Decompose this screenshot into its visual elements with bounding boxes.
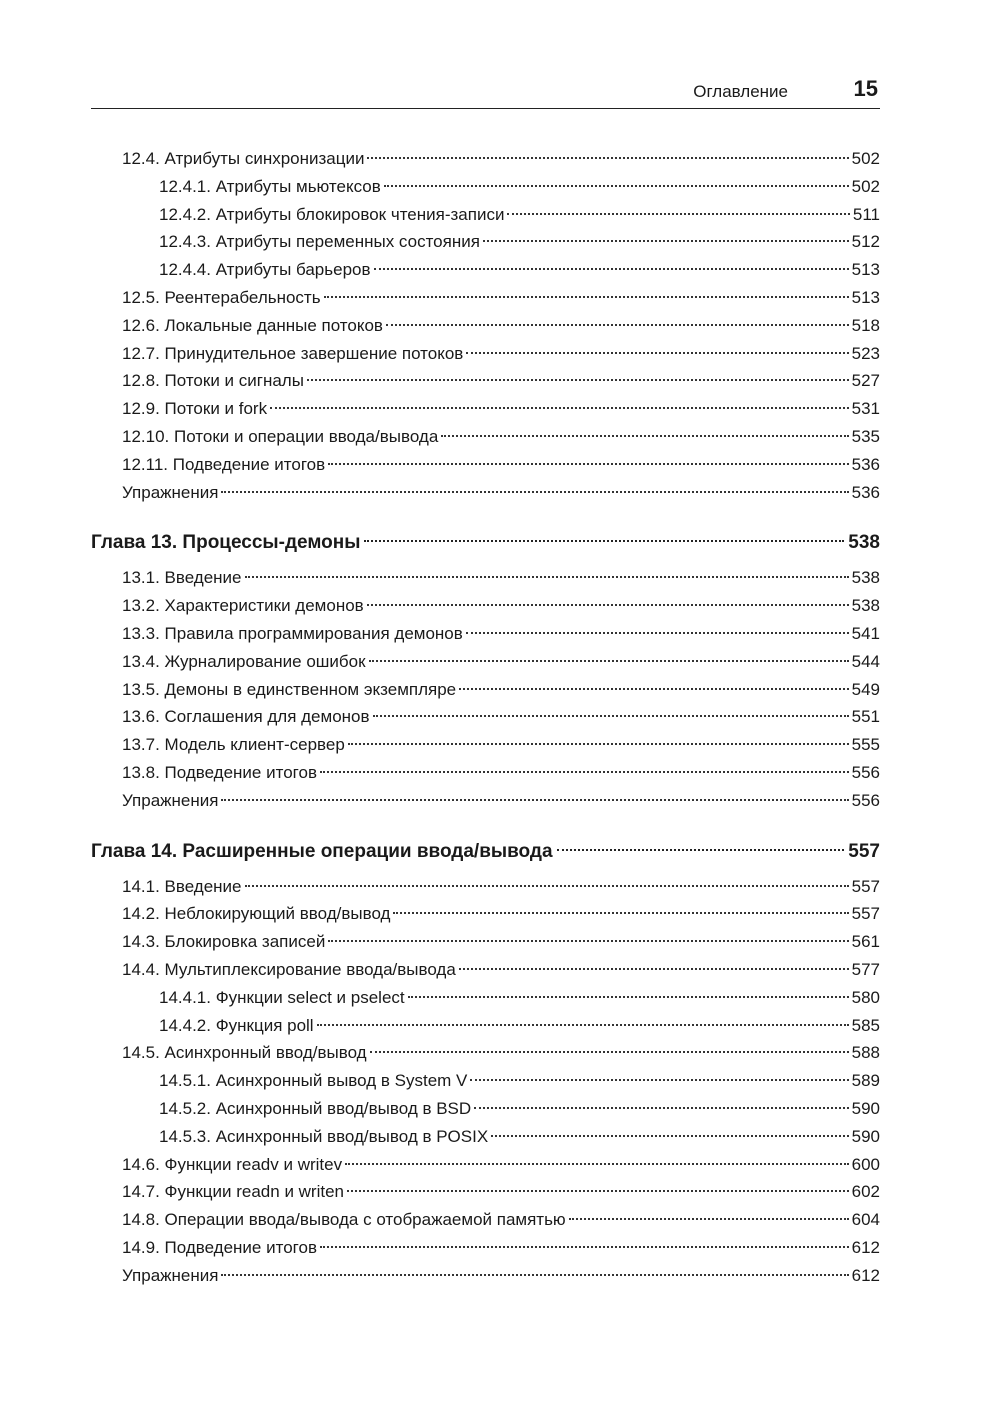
dot-leader bbox=[345, 1163, 849, 1165]
dot-leader bbox=[491, 1135, 848, 1137]
toc-entry[interactable] bbox=[91, 479, 880, 507]
toc-entry-title: 13.4. Журналирование ошибок bbox=[122, 651, 366, 671]
toc-entry-title: 12.7. Принудительное завершение потоков bbox=[122, 343, 464, 363]
toc-entry-page-number: 555 bbox=[851, 735, 880, 755]
toc-entry-title: 14.4.2. Функция poll bbox=[159, 1015, 314, 1035]
toc-entry[interactable] bbox=[91, 1234, 880, 1262]
chapter-page-number: 538 bbox=[848, 532, 880, 554]
toc-entry-page-number: 544 bbox=[851, 651, 880, 671]
toc-entry-title: 14.5.2. Асинхронный ввод/вывод в BSD bbox=[159, 1098, 472, 1118]
toc-entry-page-number: 536 bbox=[851, 454, 880, 474]
toc-entry-page-number: 549 bbox=[851, 679, 880, 699]
dot-leader bbox=[373, 715, 849, 717]
toc-entry[interactable] bbox=[91, 900, 880, 928]
dot-leader bbox=[347, 1190, 849, 1192]
toc-entry[interactable] bbox=[91, 731, 880, 759]
toc-entry-title: 12.6. Локальные данные потоков bbox=[122, 315, 383, 335]
toc-entry[interactable] bbox=[91, 367, 880, 395]
toc-entry[interactable] bbox=[91, 873, 880, 901]
toc-entry-page-number: 538 bbox=[851, 596, 880, 616]
dot-leader bbox=[221, 1274, 848, 1276]
toc-entry-title: 14.7. Функции readn и writen bbox=[122, 1182, 345, 1202]
toc-entry[interactable] bbox=[91, 1178, 880, 1206]
dot-leader bbox=[367, 604, 849, 606]
dot-leader bbox=[474, 1107, 848, 1109]
toc-entry-page-number: 556 bbox=[851, 762, 880, 782]
toc-entry-page-number: 551 bbox=[851, 707, 880, 727]
dot-leader bbox=[221, 799, 848, 801]
dot-leader bbox=[408, 996, 849, 998]
toc-entry-page-number: 600 bbox=[851, 1154, 880, 1174]
chapter-title: Глава 13. Процессы-демоны bbox=[91, 532, 361, 554]
toc-entry-title: 14.6. Функции readv и writev bbox=[122, 1154, 343, 1174]
toc-entry-title: 12.9. Потоки и fork bbox=[122, 399, 268, 419]
dot-leader bbox=[459, 688, 849, 690]
toc-entry-title: 12.10. Потоки и операции ввода/вывода bbox=[122, 426, 439, 446]
toc-entry-page-number: 557 bbox=[851, 904, 880, 924]
toc-entry-title: 14.5.1. Асинхронный вывод в System V bbox=[159, 1071, 468, 1091]
toc-entry-page-number: 536 bbox=[851, 482, 880, 502]
dot-leader bbox=[470, 1079, 848, 1081]
toc-entry-title: 14.4. Мультиплексирование ввода/вывода bbox=[122, 959, 456, 979]
toc-entry[interactable] bbox=[91, 1123, 880, 1151]
toc-entry[interactable] bbox=[91, 620, 880, 648]
toc-entry-page-number: 590 bbox=[851, 1126, 880, 1146]
dot-leader bbox=[370, 1051, 849, 1053]
dot-leader bbox=[466, 632, 849, 634]
toc-entry-page-number: 523 bbox=[851, 343, 880, 363]
toc-entry-title: 13.3. Правила программирования демонов bbox=[122, 623, 463, 643]
toc-entry-title: 12.8. Потоки и сигналы bbox=[122, 371, 304, 391]
dot-leader bbox=[507, 213, 849, 215]
dot-leader bbox=[466, 352, 848, 354]
toc-entry-title: 13.8. Подведение итогов bbox=[122, 762, 317, 782]
dot-leader bbox=[221, 491, 848, 493]
toc-entry[interactable] bbox=[91, 956, 880, 984]
toc-entry[interactable] bbox=[91, 759, 880, 787]
dot-leader bbox=[483, 240, 849, 242]
toc-entry-page-number: 556 bbox=[851, 790, 880, 810]
dot-leader bbox=[441, 435, 848, 437]
toc-entry-page-number: 502 bbox=[851, 176, 880, 196]
toc-entry-page-number: 589 bbox=[851, 1071, 880, 1091]
page-number: 15 bbox=[853, 76, 878, 101]
toc-entry-page-number: 577 bbox=[851, 959, 880, 979]
toc-entry[interactable] bbox=[91, 703, 880, 731]
toc-entry-page-number: 502 bbox=[851, 149, 880, 168]
toc-entry-title: 13.2. Характеристики демонов bbox=[122, 596, 364, 616]
toc-entry[interactable] bbox=[91, 648, 880, 676]
toc-entry-title: 12.5. Реентерабельность bbox=[122, 287, 321, 307]
toc-entry-title: 14.1. Введение bbox=[122, 876, 242, 896]
toc-entry-page-number: 538 bbox=[851, 568, 880, 588]
dot-leader bbox=[364, 540, 844, 542]
dot-leader bbox=[393, 912, 848, 914]
dot-leader bbox=[307, 379, 849, 381]
dot-leader bbox=[270, 407, 849, 409]
toc-entry[interactable] bbox=[91, 1151, 880, 1179]
chapter-page-number: 557 bbox=[848, 840, 880, 862]
toc-entry[interactable] bbox=[91, 1067, 880, 1095]
toc-entry[interactable] bbox=[91, 1012, 880, 1040]
dot-leader bbox=[324, 296, 849, 298]
toc-entry[interactable] bbox=[91, 284, 880, 312]
toc-entry[interactable] bbox=[91, 787, 880, 815]
toc-entry-title: 14.9. Подведение итогов bbox=[122, 1237, 317, 1257]
toc-entry[interactable] bbox=[91, 592, 880, 620]
toc-entry-title: 14.5.3. Асинхронный ввод/вывод в POSIX bbox=[159, 1126, 489, 1146]
toc-entry-page-number: 557 bbox=[851, 876, 880, 896]
toc-entry-page-number: 541 bbox=[851, 623, 880, 643]
chapter-title: Глава 14. Расширенные операции ввода/вывода bbox=[91, 840, 553, 862]
toc-entry-page-number: 527 bbox=[851, 371, 880, 391]
toc-entry[interactable] bbox=[91, 1095, 880, 1123]
toc-entry-page-number: 612 bbox=[851, 1265, 880, 1285]
toc-entry-title: 13.7. Модель клиент-сервер bbox=[122, 735, 345, 755]
toc-entry-page-number: 590 bbox=[851, 1098, 880, 1118]
toc-entry-page-number: 512 bbox=[851, 232, 880, 252]
toc-entry[interactable] bbox=[91, 256, 880, 284]
toc-entry[interactable] bbox=[91, 1262, 880, 1290]
toc-entry-title: 12.4.2. Атрибуты блокировок чтения-записи bbox=[159, 204, 505, 224]
toc-entry-title: 13.6. Соглашения для демонов bbox=[122, 707, 370, 727]
chapter-heading[interactable] bbox=[91, 528, 880, 558]
toc-entry-page-number: 612 bbox=[851, 1237, 880, 1257]
toc-section bbox=[91, 837, 880, 1290]
toc-entry-page-number: 585 bbox=[851, 1015, 880, 1035]
dot-leader bbox=[557, 849, 845, 851]
toc-entry-title: 14.5. Асинхронный ввод/вывод bbox=[122, 1043, 367, 1063]
dot-leader bbox=[367, 157, 848, 159]
toc-entry-page-number: 588 bbox=[851, 1043, 880, 1063]
toc-entry[interactable] bbox=[91, 312, 880, 340]
dot-leader bbox=[317, 1024, 849, 1026]
toc-entry[interactable] bbox=[91, 1206, 880, 1234]
toc-entry-title: 12.4.4. Атрибуты барьеров bbox=[159, 260, 371, 280]
dot-leader bbox=[245, 885, 849, 887]
toc-entry-title: 13.1. Введение bbox=[122, 568, 242, 588]
toc-entry[interactable] bbox=[91, 228, 880, 256]
toc-entry[interactable] bbox=[91, 984, 880, 1012]
toc-entry[interactable] bbox=[91, 451, 880, 479]
toc-entry-title: Упражнения bbox=[122, 482, 219, 502]
dot-leader bbox=[320, 1246, 849, 1248]
toc-entry-title: 12.4.1. Атрибуты мьютексов bbox=[159, 176, 381, 196]
toc-entry-page-number: 604 bbox=[851, 1210, 880, 1230]
dot-leader bbox=[459, 968, 849, 970]
dot-leader bbox=[369, 660, 849, 662]
toc-entry[interactable] bbox=[91, 928, 880, 956]
toc-section bbox=[91, 528, 880, 814]
toc-entry[interactable] bbox=[91, 676, 880, 704]
toc-entry-page-number: 513 bbox=[851, 260, 880, 280]
dot-leader bbox=[374, 268, 849, 270]
toc-entry-title: Упражнения bbox=[122, 790, 219, 810]
toc-entry-page-number: 580 bbox=[851, 987, 880, 1007]
toc-entry-page-number: 535 bbox=[851, 426, 880, 446]
toc-entry-page-number: 513 bbox=[851, 287, 880, 307]
toc-entry[interactable] bbox=[91, 1039, 880, 1067]
toc-entry-page-number: 531 bbox=[851, 399, 880, 419]
toc-entry[interactable] bbox=[91, 340, 880, 368]
toc-entry[interactable] bbox=[91, 173, 880, 201]
toc-entry-page-number: 602 bbox=[851, 1182, 880, 1202]
toc-entry[interactable] bbox=[91, 395, 880, 423]
toc-entry-title: 14.4.1. Функции select и pselect bbox=[159, 987, 405, 1007]
toc-entry-page-number: 511 bbox=[852, 204, 880, 224]
toc-entry[interactable] bbox=[91, 145, 880, 173]
table-of-contents bbox=[91, 145, 880, 1311]
dot-leader bbox=[328, 463, 848, 465]
toc-entry-title: 14.8. Операции ввода/вывода с отображаемой памятью bbox=[122, 1210, 566, 1230]
toc-section bbox=[91, 145, 880, 506]
dot-leader bbox=[320, 771, 849, 773]
chapter-heading[interactable] bbox=[91, 837, 880, 867]
toc-entry-title: 12.4. Атрибуты синхронизации bbox=[122, 149, 365, 168]
toc-entry-title: 12.4.3. Атрибуты переменных состояния bbox=[159, 232, 480, 252]
running-title: Оглавление bbox=[693, 82, 788, 101]
toc-entry-title: 13.5. Демоны в единственном экземпляре bbox=[122, 679, 457, 699]
toc-entry-title: 14.2. Неблокирующий ввод/вывод bbox=[122, 904, 391, 924]
dot-leader bbox=[328, 940, 848, 942]
toc-entry-title: 14.3. Блокировка записей bbox=[122, 932, 326, 952]
page-header bbox=[91, 76, 880, 109]
dot-leader bbox=[386, 324, 849, 326]
dot-leader bbox=[245, 576, 849, 578]
dot-leader bbox=[384, 185, 849, 187]
toc-entry[interactable] bbox=[91, 564, 880, 592]
toc-entry-page-number: 561 bbox=[851, 932, 880, 952]
toc-entry-title: 12.11. Подведение итогов bbox=[122, 454, 326, 474]
toc-entry[interactable] bbox=[91, 201, 880, 229]
toc-entry[interactable] bbox=[91, 423, 880, 451]
toc-entry-title: Упражнения bbox=[122, 1265, 219, 1285]
dot-leader bbox=[569, 1218, 849, 1220]
dot-leader bbox=[348, 743, 849, 745]
toc-entry-page-number: 518 bbox=[851, 315, 880, 335]
